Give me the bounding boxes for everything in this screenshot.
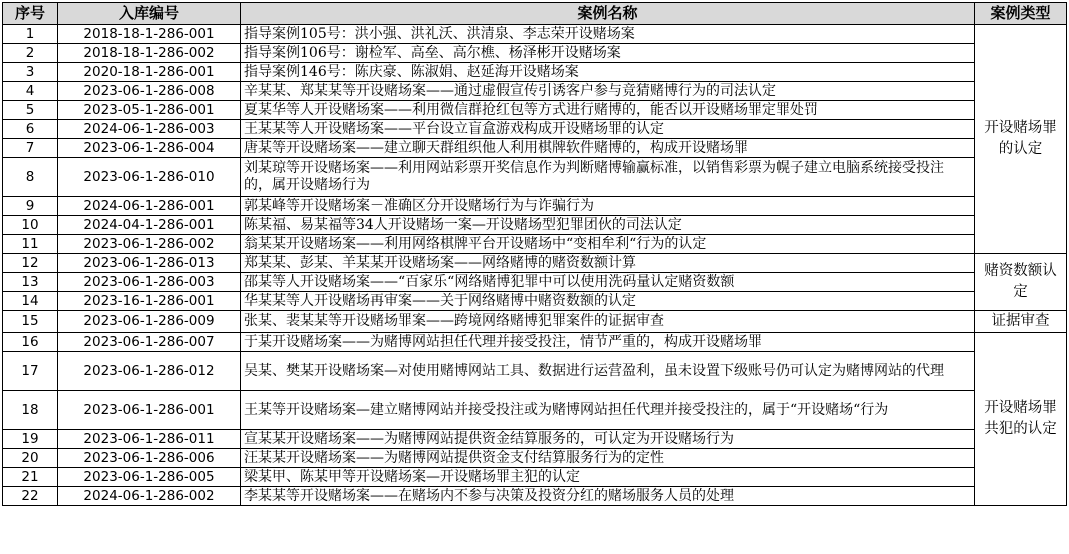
table-row: [3, 273, 1067, 292]
row-seq: 22: [3, 487, 58, 506]
row-code: 2023-06-1-286-002: [58, 235, 241, 254]
row-name: 唐某等开设赌场案——建立聊天群组织他人利用棋牌软件赌博的，构成开设赌场罪: [241, 139, 975, 158]
row-seq: 20: [3, 449, 58, 468]
row-code: 2024-06-1-286-002: [58, 487, 241, 506]
row-name: 宣某某开设赌场案——为赌博网站提供资金结算服务的，可认定为开设赌场行为: [241, 430, 975, 449]
row-name: 辛某某、郑某某等开设赌场案——通过虚假宣传引诱客户参与竞猜赌博行为的司法认定: [241, 82, 975, 101]
row-code: 2023-06-1-286-006: [58, 449, 241, 468]
table-row: [3, 25, 1067, 44]
table-row: [3, 311, 1067, 333]
row-seq: 16: [3, 333, 58, 352]
row-seq: 18: [3, 391, 58, 430]
row-seq: 3: [3, 63, 58, 82]
type-cell: 证据审查: [975, 311, 1067, 333]
row-name: 华某某等人开设赌场再审案——关于网络赌博中赌资数额的认定: [241, 292, 975, 311]
row-seq: 11: [3, 235, 58, 254]
row-seq: 6: [3, 120, 58, 139]
table-row: [3, 101, 1067, 120]
row-name: 指导案例106号：谢检军、高垒、高尔樵、杨泽彬开设赌场案: [241, 44, 975, 63]
table-row: [3, 391, 1067, 430]
row-seq: 17: [3, 352, 58, 391]
row-seq: 15: [3, 311, 58, 333]
row-name: 李某某等开设赌场案——在赌场内不参与决策及投资分红的赌场服务人员的处理: [241, 487, 975, 506]
row-code: 2023-05-1-286-001: [58, 101, 241, 120]
table-row: [3, 333, 1067, 352]
row-code: 2023-06-1-286-001: [58, 391, 241, 430]
row-name: 邵某等人开设赌场案——“百家乐“网络赌博犯罪中可以使用洗码量认定赌资数额: [241, 273, 975, 292]
header-name: 案例名称: [241, 3, 975, 25]
row-code: 2023-06-1-286-010: [58, 158, 241, 197]
row-seq: 9: [3, 197, 58, 216]
type-cell: 开设赌场罪共犯的认定: [975, 333, 1067, 506]
table-row: [3, 63, 1067, 82]
table-row: [3, 44, 1067, 63]
table-row: [3, 216, 1067, 235]
type-cell: 开设赌场罪的认定: [975, 25, 1067, 254]
row-code: 2023-06-1-286-003: [58, 273, 241, 292]
row-name: 翁某某开设赌场案——利用网络棋牌平台开设赌场中“变相牟利“行为的认定: [241, 235, 975, 254]
table-row: [3, 430, 1067, 449]
row-code: 2023-06-1-286-012: [58, 352, 241, 391]
row-seq: 21: [3, 468, 58, 487]
table-row: [3, 254, 1067, 273]
type-cell: 赌资数额认定: [975, 254, 1067, 311]
row-code: 2023-06-1-286-005: [58, 468, 241, 487]
table-row: [3, 158, 1067, 197]
row-name: 王某等开设赌场案—建立赌博网站并接受投注或为赌博网站担任代理并接受投注的，属于“开设赌场“行为: [241, 391, 975, 430]
row-name: 梁某甲、陈某甲等开设赌场案—开设赌场罪主犯的认定: [241, 468, 975, 487]
row-code: 2023-06-1-286-004: [58, 139, 241, 158]
row-name: 指导案例146号：陈庆豪、陈淑娟、赵延海开设赌场案: [241, 63, 975, 82]
row-seq: 10: [3, 216, 58, 235]
table-row: [3, 197, 1067, 216]
table-row: [3, 449, 1067, 468]
row-code: 2023-16-1-286-001: [58, 292, 241, 311]
table-row: [3, 82, 1067, 101]
header-row: [3, 3, 1067, 25]
row-name: 吴某、樊某开设赌场案—对使用赌博网站工具、数据进行运营盈利，虽未设置下级账号仍可认定为赌博网站的代理: [241, 352, 975, 391]
table-row: [3, 139, 1067, 158]
row-code: 2023-06-1-286-008: [58, 82, 241, 101]
table-row: [3, 352, 1067, 391]
table-row: [3, 292, 1067, 311]
row-name: 王某某等人开设赌场案——平台设立盲盒游戏构成开设赌场罪的认定: [241, 120, 975, 139]
row-code: 2023-06-1-286-013: [58, 254, 241, 273]
case-table: [2, 2, 1067, 506]
row-seq: 13: [3, 273, 58, 292]
row-name: 汪某某开设赌场案——为赌博网站提供资金支付结算服务行为的定性: [241, 449, 975, 468]
row-name: 张某、裴某某等开设赌场罪案——跨境网络赌博犯罪案件的证据审查: [241, 311, 975, 333]
row-seq: 7: [3, 139, 58, 158]
row-code: 2023-06-1-286-009: [58, 311, 241, 333]
table-row: [3, 120, 1067, 139]
row-name: 夏某华等人开设赌场案——利用微信群抢红包等方式进行赌博的，能否以开设赌场罪定罪处罚: [241, 101, 975, 120]
row-name: 于某开设赌场案——为赌博网站担任代理并接受投注，情节严重的，构成开设赌场罪: [241, 333, 975, 352]
table-row: [3, 468, 1067, 487]
row-seq: 8: [3, 158, 58, 197]
table-row: [3, 487, 1067, 506]
table-row: [3, 235, 1067, 254]
row-code: 2024-06-1-286-003: [58, 120, 241, 139]
row-name: 陈某福、易某福等34人开设赌场一案—开设赌场型犯罪团伙的司法认定: [241, 216, 975, 235]
row-code: 2023-06-1-286-011: [58, 430, 241, 449]
row-code: 2018-18-1-286-001: [58, 25, 241, 44]
row-code: 2024-06-1-286-001: [58, 197, 241, 216]
header-seq: 序号: [3, 3, 58, 25]
row-name: 郑某某、彭某、羊某某开设赌场案——网络赌博的赌资数额计算: [241, 254, 975, 273]
row-name: 刘某琼等开设赌场案——利用网站彩票开奖信息作为判断赌博输赢标准，以销售彩票为幌子建立电脑系统接受投注的，属开设赌场行为: [241, 158, 975, 197]
row-seq: 2: [3, 44, 58, 63]
row-seq: 12: [3, 254, 58, 273]
row-code: 2018-18-1-286-002: [58, 44, 241, 63]
row-seq: 19: [3, 430, 58, 449]
row-seq: 1: [3, 25, 58, 44]
case-table-wrapper: [2, 2, 1067, 506]
header-code: 入库编号: [58, 3, 241, 25]
row-code: 2023-06-1-286-007: [58, 333, 241, 352]
row-seq: 5: [3, 101, 58, 120]
row-seq: 4: [3, 82, 58, 101]
row-code: 2024-04-1-286-001: [58, 216, 241, 235]
header-type: 案例类型: [975, 3, 1067, 25]
row-name: 郭某峰等开设赌场案－准确区分开设赌场行为与诈骗行为: [241, 197, 975, 216]
row-code: 2020-18-1-286-001: [58, 63, 241, 82]
row-name: 指导案例105号：洪小强、洪礼沃、洪清泉、李志荣开设赌场案: [241, 25, 975, 44]
row-seq: 14: [3, 292, 58, 311]
